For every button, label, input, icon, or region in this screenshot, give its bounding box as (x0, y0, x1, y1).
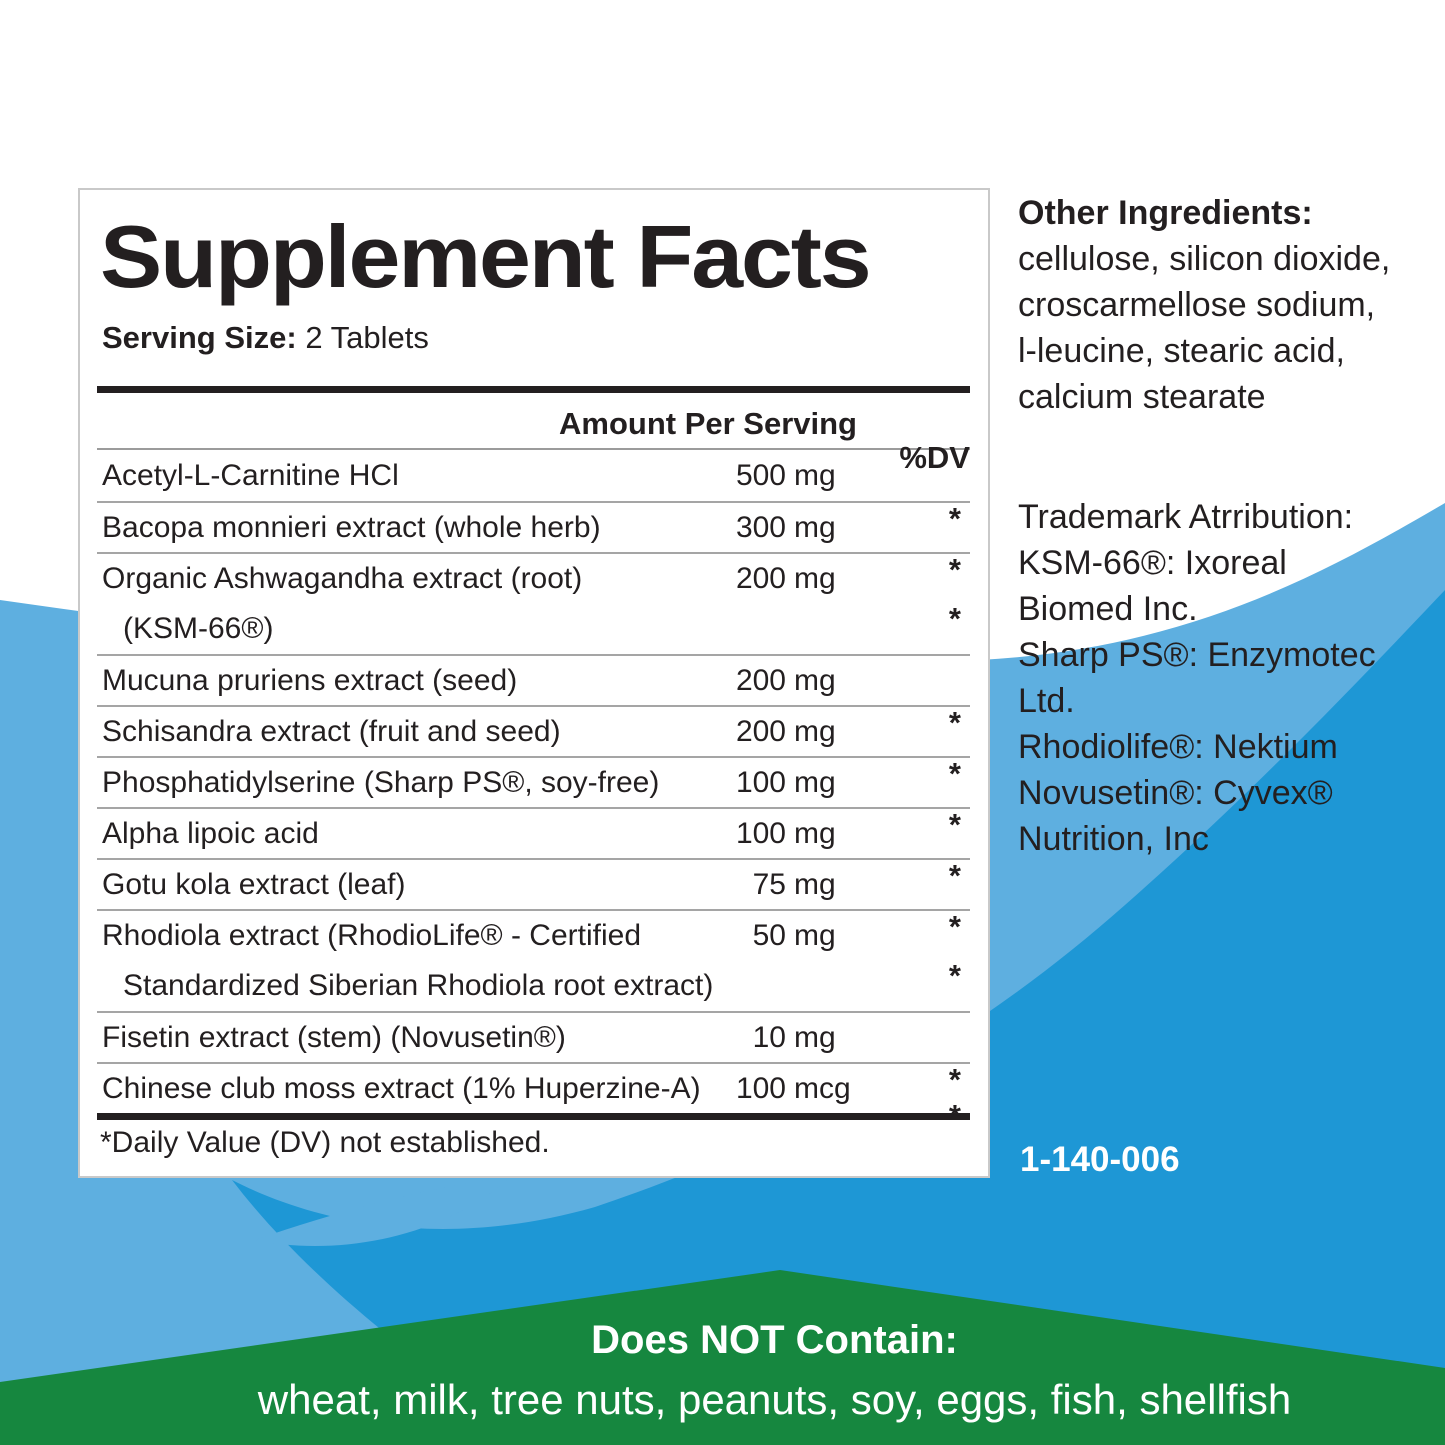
ingredient-row (97, 501, 970, 552)
divider-thick-top (97, 386, 970, 393)
ingredient-amount: 300 (735, 510, 786, 544)
ingredient-unit: mg (794, 714, 836, 748)
trademark-line: Nutrition, Inc (1018, 820, 1209, 858)
ingredient-name: Bacopa monnieri extract (whole herb) (102, 510, 601, 544)
trademark-line: Sharp PS®: Enzymotec Ltd. (1018, 636, 1376, 720)
serving-size-label: Serving Size: (102, 320, 297, 355)
ingredient-amount: 200 (735, 714, 786, 748)
ingredient-row (97, 1011, 970, 1062)
ingredient-row (97, 858, 970, 909)
dv-asterisk: * (948, 1062, 961, 1097)
ingredient-unit: mg (794, 1020, 836, 1054)
ingredient-name: Gotu kola extract (leaf) (102, 867, 406, 901)
ingredient-row (97, 705, 970, 756)
ingredient-unit: mg (794, 816, 836, 850)
panel-title: Supplement Facts (100, 207, 870, 306)
dv-asterisk: * (948, 909, 961, 944)
ingredient-table (97, 450, 970, 1113)
ingredient-amount: 100 (735, 765, 786, 799)
ingredient-amount: 500 (735, 458, 786, 492)
other-ingredients-title: Other Ingredients: (1018, 194, 1313, 232)
serving-size-value: 2 Tablets (305, 320, 429, 355)
trademark-line: Trademark Atrribution: (1018, 498, 1354, 536)
ingredient-row (97, 1062, 970, 1113)
ingredient-unit: mcg (794, 1071, 851, 1105)
ingredient-name: Schisandra extract (fruit and seed) (102, 714, 561, 748)
ingredient-row-continued (97, 603, 970, 654)
dv-asterisk: * (948, 705, 961, 740)
ingredient-row (97, 909, 970, 960)
ingredient-unit: mg (794, 561, 836, 595)
allergen-list: wheat, milk, tree nuts, peanuts, soy, eggs, fish, shellfish (257, 1376, 1292, 1423)
ingredient-name: Acetyl-L-Carnitine HCl (102, 458, 399, 492)
ingredient-row (97, 552, 970, 603)
ingredient-unit: mg (794, 510, 836, 544)
other-ingredients (1018, 190, 1428, 420)
dv-asterisk: * (948, 807, 961, 842)
ingredient-unit: mg (794, 663, 836, 697)
ingredient-row (97, 654, 970, 705)
dv-asterisk: * (948, 858, 961, 893)
ingredient-name: Alpha lipoic acid (102, 816, 319, 850)
ingredient-name: Phosphatidylserine (Sharp PS®, soy-free) (102, 765, 660, 799)
does-not-contain-heading: Does NOT Contain: (591, 1318, 958, 1362)
ingredient-name: Fisetin extract (stem) (Novusetin®) (102, 1020, 566, 1054)
ingredient-name: (KSM-66®) (123, 611, 274, 645)
other-ingredients-line: croscarmellose sodium, (1018, 286, 1376, 324)
ingredient-name: Chinese club moss extract (1% Huperzine-A) (102, 1071, 701, 1105)
ingredient-row (97, 807, 970, 858)
dv-asterisk: * (948, 958, 961, 993)
ingredient-name: Mucuna pruriens extract (seed) (102, 663, 518, 697)
ingredient-amount: 200 (735, 561, 786, 595)
other-ingredients-line: calcium stearate (1018, 378, 1266, 416)
dv-asterisk: * (948, 501, 961, 536)
ingredient-amount: 10 (752, 1020, 786, 1054)
ingredient-unit: mg (794, 918, 836, 952)
ingredient-amount: 50 (752, 918, 786, 952)
ingredient-row (97, 756, 970, 807)
dv-asterisk: * (948, 552, 961, 587)
ingredient-row (97, 450, 970, 501)
ingredient-name: Organic Ashwagandha extract (root) (102, 561, 583, 595)
dv-header: %DV (899, 440, 970, 475)
ingredient-name: Rhodiola extract (RhodioLife® - Certified (102, 918, 642, 952)
trademark-line: KSM-66®: Ixoreal (1018, 544, 1287, 582)
ingredient-row-continued (97, 960, 970, 1011)
amount-per-serving-header: Amount Per Serving (559, 406, 857, 441)
divider-thick-bottom (97, 1098, 970, 1133)
other-ingredients-line: l-leucine, stearic acid, (1018, 332, 1345, 370)
ingredient-amount: 100 (735, 816, 786, 850)
dv-asterisk: * (948, 601, 961, 636)
ingredient-unit: mg (794, 458, 836, 492)
product-code: 1-140-006 (1020, 1140, 1180, 1179)
serving-size (102, 320, 429, 356)
trademark-line: Novusetin®: Cyvex® (1018, 774, 1333, 812)
trademark-attribution (1018, 494, 1428, 862)
dv-asterisk: * (948, 1098, 961, 1133)
ingredient-amount: 100 (735, 1071, 786, 1105)
trademark-line: Rhodiolife®: Nektium (1018, 728, 1338, 766)
trademark-line: Biomed Inc. (1018, 590, 1198, 628)
ingredient-amount: 200 (735, 663, 786, 697)
ingredient-name: Standardized Siberian Rhodiola root extract) (123, 968, 714, 1002)
dv-asterisk: * (948, 756, 961, 791)
other-ingredients-line: cellulose, silicon dioxide, (1018, 240, 1391, 278)
ingredient-unit: mg (794, 765, 836, 799)
ingredient-unit: mg (794, 867, 836, 901)
ingredient-amount: 75 (752, 867, 786, 901)
supplement-facts-panel (78, 188, 990, 1178)
dv-footnote: *Daily Value (DV) not established. (100, 1126, 550, 1159)
